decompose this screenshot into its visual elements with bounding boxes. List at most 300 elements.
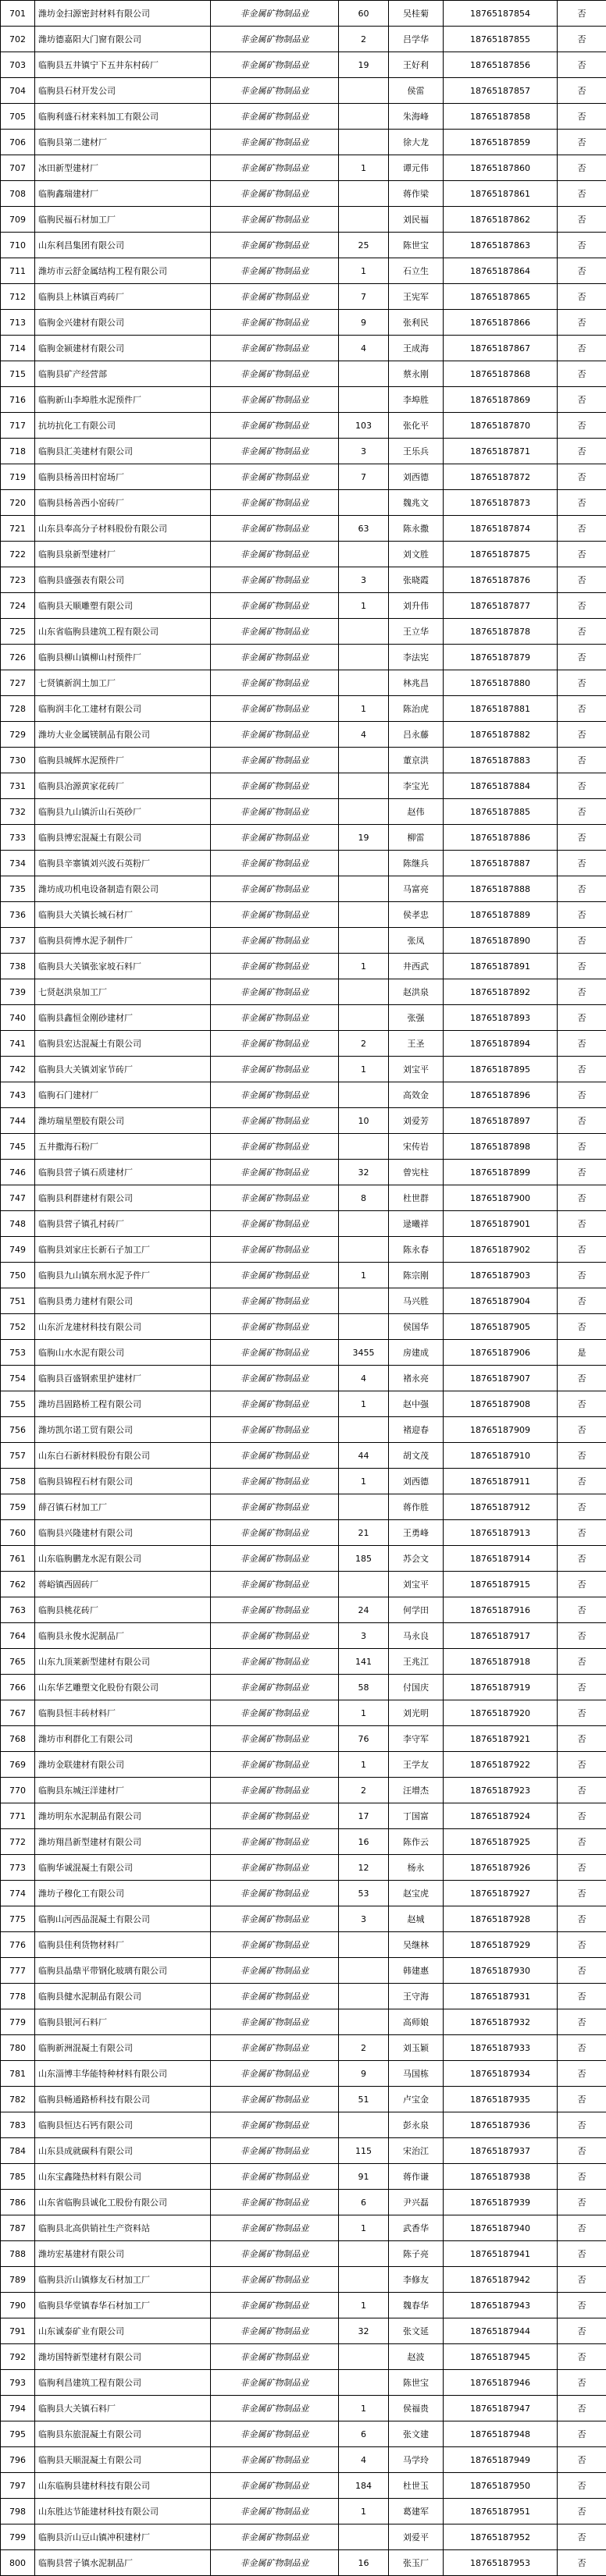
phone-number-cell: 18765187899	[444, 1160, 558, 1185]
contact-person-cell: 褚永亮	[389, 1366, 444, 1391]
row-number-cell: 710	[1, 233, 35, 258]
phone-number-cell: 18765187876	[444, 567, 558, 593]
company-name-cell: 临朐山河西品混凝土有限公司	[35, 1906, 211, 1932]
employee-count-cell: 10	[339, 1108, 389, 1134]
company-name-cell: 临朐山水水泥有限公司	[35, 1340, 211, 1366]
table-row	[1, 1160, 606, 1185]
industry-cell: 非金属矿物制品业	[211, 2009, 339, 2035]
company-name-cell: 临朐县博宏混凝土有限公司	[35, 825, 211, 851]
company-name-cell: 临朐县恒达石钙有限公司	[35, 2112, 211, 2138]
contact-person-cell: 张文建	[389, 2421, 444, 2447]
table-row	[1, 1211, 606, 1237]
row-number-cell: 742	[1, 1057, 35, 1082]
phone-number-cell: 18765187878	[444, 619, 558, 645]
table-row	[1, 1108, 606, 1134]
company-name-cell: 临朐县大关镇石料厂	[35, 2396, 211, 2421]
flag-cell: 否	[558, 902, 606, 928]
phone-number-cell: 18765187951	[444, 2499, 558, 2524]
company-name-cell: 临朐县第二建材厂	[35, 130, 211, 155]
contact-person-cell: 张凤	[389, 928, 444, 954]
flag-cell: 否	[558, 1469, 606, 1494]
flag-cell: 否	[558, 799, 606, 825]
row-number-cell: 795	[1, 2421, 35, 2447]
industry-cell: 非金属矿物制品业	[211, 799, 339, 825]
phone-number-cell: 18765187907	[444, 1366, 558, 1391]
industry-cell: 非金属矿物制品业	[211, 1263, 339, 1288]
company-name-cell: 临朐县柳山镇柳山村预件厂	[35, 645, 211, 670]
contact-person-cell: 丁国富	[389, 1803, 444, 1829]
industry-cell: 非金属矿物制品业	[211, 284, 339, 310]
company-name-cell: 七贤镇新润土加工厂	[35, 670, 211, 696]
contact-person-cell: 马学玲	[389, 2447, 444, 2473]
phone-number-cell: 18765187938	[444, 2164, 558, 2190]
industry-cell: 非金属矿物制品业	[211, 2370, 339, 2396]
company-name-cell: 临朐县勇力建材有限公司	[35, 1288, 211, 1314]
row-number-cell: 722	[1, 542, 35, 567]
contact-person-cell: 吕永藤	[389, 722, 444, 748]
industry-cell: 非金属矿物制品业	[211, 2499, 339, 2524]
row-number-cell: 784	[1, 2138, 35, 2164]
table-row	[1, 155, 606, 181]
row-number-cell: 750	[1, 1263, 35, 1288]
table-row	[1, 1572, 606, 1597]
phone-number-cell: 18765187864	[444, 258, 558, 284]
phone-number-cell: 18765187921	[444, 1726, 558, 1752]
company-name-cell: 临朐民福石材加工厂	[35, 207, 211, 233]
employee-count-cell: 103	[339, 413, 389, 439]
flag-cell: 否	[558, 1520, 606, 1546]
phone-number-cell: 18765187926	[444, 1855, 558, 1881]
table-row	[1, 27, 606, 52]
flag-cell: 否	[558, 1417, 606, 1443]
table-row	[1, 2396, 606, 2421]
row-number-cell: 792	[1, 2344, 35, 2370]
row-number-cell: 711	[1, 258, 35, 284]
table-row	[1, 1803, 606, 1829]
contact-person-cell: 李修友	[389, 2267, 444, 2293]
company-name-cell: 临朐县健水泥制品有限公司	[35, 1984, 211, 2009]
industry-cell: 非金属矿物制品业	[211, 1855, 339, 1881]
company-name-cell: 临朐新山李埠胜水泥预件厂	[35, 387, 211, 413]
phone-number-cell: 18765187883	[444, 748, 558, 773]
employee-count-cell: 2	[339, 27, 389, 52]
contact-person-cell: 陈宗刚	[389, 1263, 444, 1288]
company-name-cell: 临朐县兴隆建材有限公司	[35, 1520, 211, 1546]
company-name-cell: 临朐金兴建材有限公司	[35, 310, 211, 336]
phone-number-cell: 18765187886	[444, 825, 558, 851]
industry-cell: 非金属矿物制品业	[211, 336, 339, 361]
flag-cell: 否	[558, 773, 606, 799]
table-row	[1, 52, 606, 78]
flag-cell: 否	[558, 979, 606, 1005]
industry-cell: 非金属矿物制品业	[211, 2164, 339, 2190]
contact-person-cell: 马富亮	[389, 876, 444, 902]
flag-cell: 否	[558, 1314, 606, 1340]
phone-number-cell: 18765187897	[444, 1108, 558, 1134]
row-number-cell: 773	[1, 1855, 35, 1881]
company-name-cell: 临朐县荷博水泥予制件厂	[35, 928, 211, 954]
employee-count-cell: 16	[339, 1829, 389, 1855]
contact-person-cell: 蒋作梁	[389, 181, 444, 207]
industry-cell: 非金属矿物制品业	[211, 2138, 339, 2164]
table-row	[1, 2112, 606, 2138]
flag-cell: 否	[558, 155, 606, 181]
employee-count-cell: 6	[339, 2190, 389, 2215]
employee-count-cell: 19	[339, 52, 389, 78]
company-name-cell: 潍坊德嘉阳大门窗有限公司	[35, 27, 211, 52]
table-row	[1, 1829, 606, 1855]
row-number-cell: 796	[1, 2447, 35, 2473]
industry-cell: 非金属矿物制品业	[211, 2550, 339, 2576]
company-name-cell: 潍坊明东水泥制品有限公司	[35, 1803, 211, 1829]
company-name-cell: 潍坊瑞星塑胶有限公司	[35, 1108, 211, 1134]
industry-cell: 非金属矿物制品业	[211, 1, 339, 27]
industry-cell: 非金属矿物制品业	[211, 516, 339, 542]
contact-person-cell: 刘民福	[389, 207, 444, 233]
table-row	[1, 2318, 606, 2344]
employee-count-cell: 7	[339, 464, 389, 490]
phone-number-cell: 18765187930	[444, 1958, 558, 1984]
company-name-cell: 临朐县九山镇东刑水泥予件厂	[35, 1263, 211, 1288]
industry-cell: 非金属矿物制品业	[211, 2318, 339, 2344]
row-number-cell: 708	[1, 181, 35, 207]
company-name-cell: 山东临朐县建材科技有限公司	[35, 2473, 211, 2499]
industry-cell: 非金属矿物制品业	[211, 2267, 339, 2293]
industry-cell: 非金属矿物制品业	[211, 104, 339, 130]
row-number-cell: 797	[1, 2473, 35, 2499]
employee-count-cell: 1	[339, 2499, 389, 2524]
phone-number-cell: 18765187916	[444, 1597, 558, 1623]
contact-person-cell: 杨永	[389, 1855, 444, 1881]
industry-cell: 非金属矿物制品业	[211, 1288, 339, 1314]
flag-cell: 否	[558, 258, 606, 284]
row-number-cell: 736	[1, 902, 35, 928]
row-number-cell: 715	[1, 361, 35, 387]
contact-person-cell: 张利民	[389, 310, 444, 336]
industry-cell: 非金属矿物制品业	[211, 2087, 339, 2112]
row-number-cell: 702	[1, 27, 35, 52]
employee-count-cell: 3455	[339, 1340, 389, 1366]
table-row	[1, 2447, 606, 2473]
industry-cell: 非金属矿物制品业	[211, 1082, 339, 1108]
phone-number-cell: 18765187898	[444, 1134, 558, 1160]
phone-number-cell: 18765187935	[444, 2087, 558, 2112]
phone-number-cell: 18765187920	[444, 1700, 558, 1726]
flag-cell: 否	[558, 1443, 606, 1469]
employee-count-cell: 2	[339, 1031, 389, 1057]
industry-cell: 非金属矿物制品业	[211, 1211, 339, 1237]
company-name-cell: 临朐县上林镇百鸡砖厂	[35, 284, 211, 310]
flag-cell: 否	[558, 1391, 606, 1417]
contact-person-cell: 葛建军	[389, 2499, 444, 2524]
employee-count-cell: 1	[339, 155, 389, 181]
contact-person-cell: 陈永春	[389, 1237, 444, 1263]
flag-cell: 否	[558, 2524, 606, 2550]
industry-cell: 非金属矿物制品业	[211, 1829, 339, 1855]
industry-cell: 非金属矿物制品业	[211, 2035, 339, 2061]
company-name-cell: 临朐县矿产经营部	[35, 361, 211, 387]
employee-count-cell	[339, 1417, 389, 1443]
employee-count-cell: 1	[339, 2396, 389, 2421]
employee-count-cell: 1	[339, 258, 389, 284]
industry-cell: 非金属矿物制品业	[211, 1366, 339, 1391]
phone-number-cell: 18765187941	[444, 2241, 558, 2267]
table-row	[1, 1546, 606, 1572]
row-number-cell: 707	[1, 155, 35, 181]
employee-count-cell: 1	[339, 696, 389, 722]
table-row	[1, 1597, 606, 1623]
table-row	[1, 1237, 606, 1263]
flag-cell: 否	[558, 1855, 606, 1881]
row-number-cell: 726	[1, 645, 35, 670]
contact-person-cell: 魏兆文	[389, 490, 444, 516]
employee-count-cell	[339, 2344, 389, 2370]
contact-person-cell: 彭永泉	[389, 2112, 444, 2138]
phone-number-cell: 18765187932	[444, 2009, 558, 2035]
industry-cell: 非金属矿物制品业	[211, 1726, 339, 1752]
row-number-cell: 709	[1, 207, 35, 233]
table-row	[1, 2499, 606, 2524]
company-name-cell: 潍坊宏基建材有限公司	[35, 2241, 211, 2267]
company-name-cell: 薛召镇石材加工厂	[35, 1494, 211, 1520]
employee-count-cell	[339, 2267, 389, 2293]
phone-number-cell: 18765187871	[444, 439, 558, 464]
contact-person-cell: 卢宝金	[389, 2087, 444, 2112]
company-name-cell: 潍坊翔昌新型建材有限公司	[35, 1829, 211, 1855]
contact-person-cell: 陈世宝	[389, 233, 444, 258]
contact-person-cell: 韩建惠	[389, 1958, 444, 1984]
phone-number-cell: 18765187923	[444, 1778, 558, 1803]
company-name-cell: 临朐县锦程石材有限公司	[35, 1469, 211, 1494]
phone-number-cell: 18765187953	[444, 2550, 558, 2576]
table-row	[1, 1778, 606, 1803]
phone-number-cell: 18765187917	[444, 1623, 558, 1649]
industry-cell: 非金属矿物制品业	[211, 1572, 339, 1597]
industry-cell: 非金属矿物制品业	[211, 1623, 339, 1649]
table-row	[1, 2473, 606, 2499]
flag-cell: 否	[558, 2138, 606, 2164]
phone-number-cell: 18765187911	[444, 1469, 558, 1494]
company-name-cell: 山东省临朐县诚化工股份有限公司	[35, 2190, 211, 2215]
table-row	[1, 2215, 606, 2241]
row-number-cell: 734	[1, 851, 35, 876]
company-name-cell: 潍坊子穆化工有限公司	[35, 1881, 211, 1906]
industry-cell: 非金属矿物制品业	[211, 722, 339, 748]
employee-count-cell: 6	[339, 2421, 389, 2447]
contact-person-cell: 马永良	[389, 1623, 444, 1649]
company-name-cell: 潍坊凯尔诺工贸有限公司	[35, 1417, 211, 1443]
contact-person-cell: 刘光明	[389, 1700, 444, 1726]
table-row	[1, 1263, 606, 1288]
flag-cell: 否	[558, 2190, 606, 2215]
phone-number-cell: 18765187854	[444, 1, 558, 27]
flag-cell: 否	[558, 1932, 606, 1958]
employee-count-cell	[339, 748, 389, 773]
phone-number-cell: 18765187943	[444, 2293, 558, 2318]
phone-number-cell: 18765187901	[444, 1211, 558, 1237]
industry-cell: 非金属矿物制品业	[211, 1494, 339, 1520]
phone-number-cell: 18765187952	[444, 2524, 558, 2550]
flag-cell: 否	[558, 696, 606, 722]
table-row	[1, 1134, 606, 1160]
phone-number-cell: 18765187940	[444, 2215, 558, 2241]
industry-cell: 非金属矿物制品业	[211, 902, 339, 928]
industry-cell: 非金属矿物制品业	[211, 1520, 339, 1546]
phone-number-cell: 18765187880	[444, 670, 558, 696]
industry-cell: 非金属矿物制品业	[211, 233, 339, 258]
flag-cell: 否	[558, 2293, 606, 2318]
phone-number-cell: 18765187948	[444, 2421, 558, 2447]
contact-person-cell: 宋治江	[389, 2138, 444, 2164]
contact-person-cell: 赵宝虎	[389, 1881, 444, 1906]
employee-count-cell	[339, 1314, 389, 1340]
employee-count-cell	[339, 2370, 389, 2396]
phone-number-cell: 18765187881	[444, 696, 558, 722]
industry-cell: 非金属矿物制品业	[211, 1546, 339, 1572]
employee-count-cell: 1	[339, 2293, 389, 2318]
company-name-cell: 临朐县汇美建材有限公司	[35, 439, 211, 464]
employee-count-cell: 7	[339, 284, 389, 310]
table-row	[1, 413, 606, 439]
industry-cell: 非金属矿物制品业	[211, 52, 339, 78]
company-name-cell: 临朐华诚混凝土有限公司	[35, 1855, 211, 1881]
table-row	[1, 799, 606, 825]
table-row	[1, 233, 606, 258]
company-name-cell: 山东县成就碳科有限公司	[35, 2138, 211, 2164]
industry-cell: 非金属矿物制品业	[211, 2344, 339, 2370]
contact-person-cell: 何学田	[389, 1597, 444, 1623]
employee-count-cell	[339, 1494, 389, 1520]
contact-person-cell: 王宪军	[389, 284, 444, 310]
table-row	[1, 1391, 606, 1417]
contact-person-cell: 赵洪泉	[389, 979, 444, 1005]
row-number-cell: 787	[1, 2215, 35, 2241]
flag-cell: 否	[558, 2421, 606, 2447]
company-name-cell: 临朐金颍建材有限公司	[35, 336, 211, 361]
employee-count-cell	[339, 78, 389, 104]
industry-cell: 非金属矿物制品业	[211, 387, 339, 413]
contact-person-cell: 刘升伟	[389, 593, 444, 619]
row-number-cell: 748	[1, 1211, 35, 1237]
row-number-cell: 725	[1, 619, 35, 645]
flag-cell: 否	[558, 876, 606, 902]
contact-person-cell: 刘文胜	[389, 542, 444, 567]
contact-person-cell: 逯曦祥	[389, 1211, 444, 1237]
company-name-cell: 七贤赵洪泉加工厂	[35, 979, 211, 1005]
table-row	[1, 516, 606, 542]
phone-number-cell: 18765187937	[444, 2138, 558, 2164]
company-name-cell: 临朐县大关镇刘家节砖厂	[35, 1057, 211, 1082]
flag-cell: 否	[558, 1649, 606, 1675]
table-row	[1, 310, 606, 336]
flag-cell: 否	[558, 619, 606, 645]
contact-person-cell: 尹兴磊	[389, 2190, 444, 2215]
table-row	[1, 2421, 606, 2447]
table-row	[1, 1031, 606, 1057]
contact-person-cell: 井西武	[389, 954, 444, 979]
industry-cell: 非金属矿物制品业	[211, 748, 339, 773]
employee-count-cell: 3	[339, 439, 389, 464]
table-row	[1, 2524, 606, 2550]
industry-cell: 非金属矿物制品业	[211, 2421, 339, 2447]
flag-cell: 否	[558, 1005, 606, 1031]
contact-person-cell: 董京洪	[389, 748, 444, 773]
contact-person-cell: 刘宝平	[389, 1572, 444, 1597]
row-number-cell: 770	[1, 1778, 35, 1803]
contact-person-cell: 曾宪柱	[389, 1160, 444, 1185]
phone-number-cell: 18765187875	[444, 542, 558, 567]
flag-cell: 否	[558, 207, 606, 233]
company-name-cell: 临朐县百盛钢索里护建材厂	[35, 1366, 211, 1391]
flag-cell: 否	[558, 387, 606, 413]
employee-count-cell: 2	[339, 2035, 389, 2061]
table-row	[1, 2550, 606, 2576]
industry-cell: 非金属矿物制品业	[211, 2190, 339, 2215]
employee-count-cell	[339, 2241, 389, 2267]
flag-cell: 否	[558, 1, 606, 27]
company-name-cell: 临朐县泉新型建材厂	[35, 542, 211, 567]
row-number-cell: 786	[1, 2190, 35, 2215]
phone-number-cell: 18765187946	[444, 2370, 558, 2396]
industry-cell: 非金属矿物制品业	[211, 567, 339, 593]
employee-count-cell: 3	[339, 1623, 389, 1649]
flag-cell: 否	[558, 1906, 606, 1932]
table-row	[1, 1649, 606, 1675]
table-row	[1, 1675, 606, 1700]
row-number-cell: 798	[1, 2499, 35, 2524]
company-name-cell: 临朐县盛强表有限公司	[35, 567, 211, 593]
industry-cell: 非金属矿物制品业	[211, 2293, 339, 2318]
row-number-cell: 729	[1, 722, 35, 748]
flag-cell: 否	[558, 2164, 606, 2190]
company-name-cell: 临朐县鑫恒金刚砂建材厂	[35, 1005, 211, 1031]
phone-number-cell: 18765187929	[444, 1932, 558, 1958]
table-row	[1, 1082, 606, 1108]
row-number-cell: 781	[1, 2061, 35, 2087]
flag-cell: 否	[558, 1160, 606, 1185]
employee-count-cell: 1	[339, 954, 389, 979]
phone-number-cell: 18765187906	[444, 1340, 558, 1366]
phone-number-cell: 18765187891	[444, 954, 558, 979]
flag-cell: 否	[558, 1185, 606, 1211]
employee-count-cell: 58	[339, 1675, 389, 1700]
phone-number-cell: 18765187909	[444, 1417, 558, 1443]
row-number-cell: 764	[1, 1623, 35, 1649]
employee-count-cell: 24	[339, 1597, 389, 1623]
contact-person-cell: 朱海峰	[389, 104, 444, 130]
employee-count-cell: 9	[339, 310, 389, 336]
industry-cell: 非金属矿物制品业	[211, 2396, 339, 2421]
employee-count-cell: 8	[339, 1185, 389, 1211]
company-name-cell: 潍坊国特新型建材有限公司	[35, 2344, 211, 2370]
row-number-cell: 799	[1, 2524, 35, 2550]
industry-cell: 非金属矿物制品业	[211, 1005, 339, 1031]
row-number-cell: 749	[1, 1237, 35, 1263]
table-row	[1, 1417, 606, 1443]
flag-cell: 否	[558, 439, 606, 464]
employee-count-cell	[339, 619, 389, 645]
row-number-cell: 753	[1, 1340, 35, 1366]
phone-number-cell: 18765187931	[444, 1984, 558, 2009]
employee-count-cell	[339, 207, 389, 233]
flag-cell: 否	[558, 2035, 606, 2061]
table-row	[1, 722, 606, 748]
contact-person-cell: 侯福贵	[389, 2396, 444, 2421]
flag-cell: 否	[558, 1726, 606, 1752]
flag-cell: 否	[558, 2009, 606, 2035]
contact-person-cell: 张晓霞	[389, 567, 444, 593]
flag-cell: 否	[558, 1134, 606, 1160]
